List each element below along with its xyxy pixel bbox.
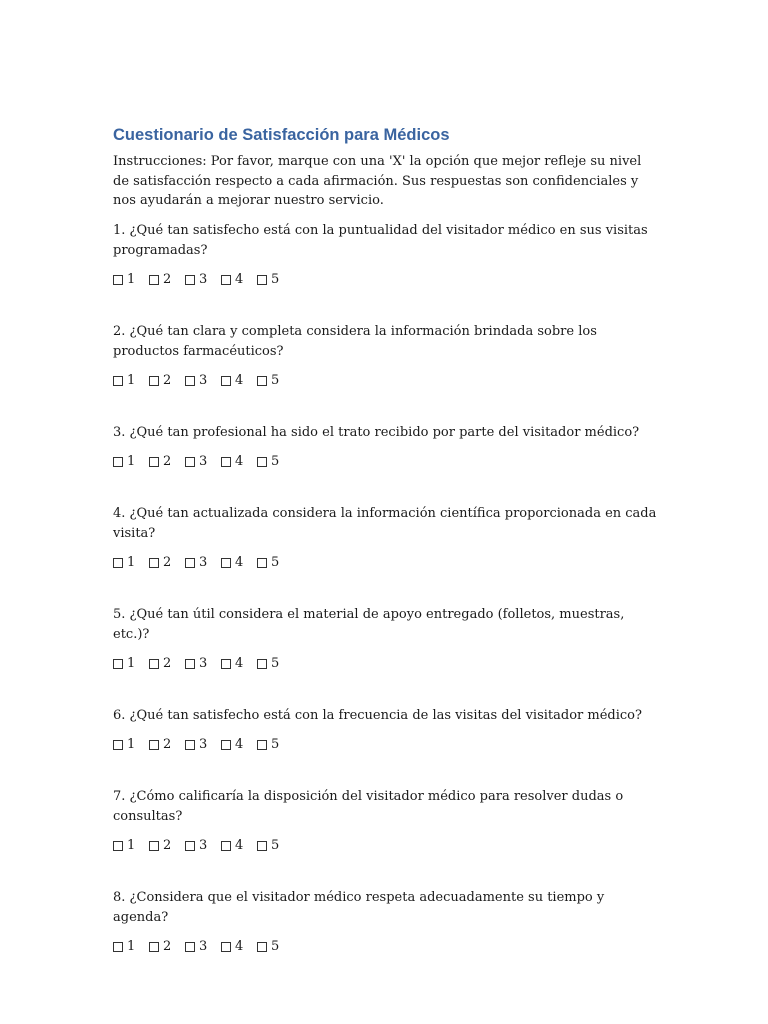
question-text: 1. ¿Qué tan satisfecho está con la puntualidad del visitador médico en sus visitas programadas? (113, 222, 648, 258)
rating-option-4[interactable] (221, 453, 248, 471)
rating-option-label: 1 (127, 554, 136, 570)
rating-option-label: 1 (127, 837, 136, 853)
rating-option-4[interactable] (221, 372, 248, 390)
empty-checkbox-icon[interactable] (113, 275, 123, 285)
rating-option-label: 3 (199, 372, 208, 388)
rating-option-2[interactable] (149, 837, 176, 855)
rating-scale (113, 453, 658, 471)
empty-checkbox-icon[interactable] (113, 740, 123, 750)
question-text: 5. ¿Qué tan útil considera el material de apoyo entregado (folletos, muestras, etc.)? (113, 606, 625, 642)
rating-option-label: 2 (163, 372, 172, 388)
empty-checkbox-icon[interactable] (149, 376, 159, 386)
rating-option-3[interactable] (185, 655, 212, 673)
rating-scale (113, 372, 658, 390)
rating-option-5[interactable] (257, 938, 284, 956)
rating-option-label: 3 (199, 271, 208, 287)
empty-checkbox-icon[interactable] (221, 841, 231, 851)
question-text: 4. ¿Qué tan actualizada considera la información científica proporcionada en cada visita? (113, 505, 657, 541)
empty-checkbox-icon[interactable] (113, 942, 123, 952)
rating-option-4[interactable] (221, 938, 248, 956)
empty-checkbox-icon[interactable] (113, 558, 123, 568)
rating-option-label: 2 (163, 655, 172, 671)
rating-option-label: 3 (199, 938, 208, 954)
rating-option-5[interactable] (257, 372, 284, 390)
empty-checkbox-icon[interactable] (257, 275, 267, 285)
rating-option-4[interactable] (221, 655, 248, 673)
rating-option-1[interactable] (113, 837, 140, 855)
rating-option-label: 4 (235, 736, 244, 752)
rating-option-label: 3 (199, 837, 208, 853)
empty-checkbox-icon[interactable] (185, 457, 195, 467)
rating-option-label: 4 (235, 372, 244, 388)
rating-option-1[interactable] (113, 938, 140, 956)
rating-option-label: 2 (163, 938, 172, 954)
rating-option-3[interactable] (185, 938, 212, 956)
empty-checkbox-icon[interactable] (257, 457, 267, 467)
question-item (113, 787, 658, 855)
rating-option-label: 4 (235, 837, 244, 853)
empty-checkbox-icon[interactable] (257, 659, 267, 669)
rating-option-3[interactable] (185, 736, 212, 754)
rating-option-4[interactable] (221, 736, 248, 754)
rating-option-label: 3 (199, 554, 208, 570)
empty-checkbox-icon[interactable] (149, 740, 159, 750)
question-item (113, 504, 658, 572)
rating-option-label: 2 (163, 837, 172, 853)
rating-option-label: 2 (163, 453, 172, 469)
rating-option-1[interactable] (113, 372, 140, 390)
instructions-text: Instrucciones: Por favor, marque con una 'X' la opción que mejor refleje su nivel de satisfacción respecto a cada afirmación. Sus respuestas son confidenciales y nos ayudarán a mejorar nuestro servicio. (113, 154, 642, 208)
rating-option-label: 5 (271, 736, 280, 752)
rating-option-3[interactable] (185, 453, 212, 471)
questions-list (113, 221, 658, 956)
rating-option-5[interactable] (257, 837, 284, 855)
empty-checkbox-icon[interactable] (221, 275, 231, 285)
rating-option-1[interactable] (113, 453, 140, 471)
empty-checkbox-icon[interactable] (221, 659, 231, 669)
rating-scale (113, 554, 658, 572)
rating-option-label: 4 (235, 554, 244, 570)
rating-scale (113, 938, 658, 956)
question-item (113, 423, 658, 471)
empty-checkbox-icon[interactable] (185, 275, 195, 285)
empty-checkbox-icon[interactable] (113, 841, 123, 851)
rating-option-4[interactable] (221, 837, 248, 855)
rating-option-label: 5 (271, 372, 280, 388)
rating-option-label: 5 (271, 554, 280, 570)
rating-option-label: 5 (271, 938, 280, 954)
empty-checkbox-icon[interactable] (149, 457, 159, 467)
rating-option-label: 5 (271, 271, 280, 287)
rating-option-2[interactable] (149, 736, 176, 754)
rating-scale (113, 271, 658, 289)
rating-option-5[interactable] (257, 736, 284, 754)
rating-option-label: 5 (271, 837, 280, 853)
rating-option-3[interactable] (185, 837, 212, 855)
empty-checkbox-icon[interactable] (185, 841, 195, 851)
empty-checkbox-icon[interactable] (149, 275, 159, 285)
rating-option-5[interactable] (257, 271, 284, 289)
empty-checkbox-icon[interactable] (149, 659, 159, 669)
rating-option-label: 5 (271, 655, 280, 671)
rating-option-label: 1 (127, 655, 136, 671)
rating-option-2[interactable] (149, 938, 176, 956)
rating-option-4[interactable] (221, 554, 248, 572)
empty-checkbox-icon[interactable] (221, 740, 231, 750)
rating-option-2[interactable] (149, 554, 176, 572)
question-text: 2. ¿Qué tan clara y completa considera la información brindada sobre los productos farmacéuticos? (113, 323, 597, 359)
empty-checkbox-icon[interactable] (221, 942, 231, 952)
rating-option-label: 1 (127, 271, 136, 287)
rating-option-3[interactable] (185, 372, 212, 390)
rating-option-label: 4 (235, 453, 244, 469)
empty-checkbox-icon[interactable] (257, 942, 267, 952)
empty-checkbox-icon[interactable] (149, 942, 159, 952)
question-text: 8. ¿Considera que el visitador médico respeta adecuadamente su tiempo y agenda? (113, 889, 605, 925)
question-item (113, 888, 658, 956)
rating-option-label: 1 (127, 736, 136, 752)
empty-checkbox-icon[interactable] (185, 558, 195, 568)
rating-option-label: 2 (163, 271, 172, 287)
rating-option-5[interactable] (257, 554, 284, 572)
rating-option-2[interactable] (149, 655, 176, 673)
question-item (113, 221, 658, 289)
rating-option-5[interactable] (257, 453, 284, 471)
rating-option-4[interactable] (221, 271, 248, 289)
rating-option-label: 4 (235, 655, 244, 671)
rating-option-label: 1 (127, 938, 136, 954)
rating-option-label: 4 (235, 938, 244, 954)
empty-checkbox-icon[interactable] (113, 376, 123, 386)
empty-checkbox-icon[interactable] (185, 376, 195, 386)
rating-scale (113, 655, 658, 673)
empty-checkbox-icon[interactable] (257, 841, 267, 851)
rating-option-3[interactable] (185, 554, 212, 572)
empty-checkbox-icon[interactable] (221, 457, 231, 467)
rating-option-1[interactable] (113, 271, 140, 289)
rating-option-label: 1 (127, 372, 136, 388)
rating-option-label: 4 (235, 271, 244, 287)
document-page (113, 124, 658, 989)
empty-checkbox-icon[interactable] (149, 841, 159, 851)
rating-option-label: 2 (163, 736, 172, 752)
question-item (113, 322, 658, 390)
question-text: 3. ¿Qué tan profesional ha sido el trato recibido por parte del visitador médico? (113, 424, 640, 440)
rating-option-1[interactable] (113, 655, 140, 673)
rating-option-5[interactable] (257, 655, 284, 673)
question-text: 6. ¿Qué tan satisfecho está con la frecuencia de las visitas del visitador médico? (113, 707, 642, 723)
rating-option-label: 3 (199, 453, 208, 469)
empty-checkbox-icon[interactable] (257, 740, 267, 750)
rating-scale (113, 736, 658, 754)
document-title: Cuestionario de Satisfacción para Médicos (113, 126, 450, 144)
empty-checkbox-icon[interactable] (113, 659, 123, 669)
question-item (113, 605, 658, 673)
rating-option-label: 3 (199, 655, 208, 671)
rating-option-1[interactable] (113, 554, 140, 572)
rating-option-3[interactable] (185, 271, 212, 289)
empty-checkbox-icon[interactable] (185, 659, 195, 669)
empty-checkbox-icon[interactable] (185, 740, 195, 750)
rating-option-2[interactable] (149, 271, 176, 289)
rating-option-label: 1 (127, 453, 136, 469)
empty-checkbox-icon[interactable] (221, 558, 231, 568)
empty-checkbox-icon[interactable] (221, 376, 231, 386)
empty-checkbox-icon[interactable] (149, 558, 159, 568)
rating-option-label: 2 (163, 554, 172, 570)
rating-option-2[interactable] (149, 372, 176, 390)
rating-option-label: 5 (271, 453, 280, 469)
rating-option-1[interactable] (113, 736, 140, 754)
question-item (113, 706, 658, 754)
empty-checkbox-icon[interactable] (185, 942, 195, 952)
question-text: 7. ¿Cómo calificaría la disposición del visitador médico para resolver dudas o consultas? (113, 788, 624, 824)
rating-option-2[interactable] (149, 453, 176, 471)
rating-scale (113, 837, 658, 855)
rating-option-label: 3 (199, 736, 208, 752)
empty-checkbox-icon[interactable] (257, 376, 267, 386)
empty-checkbox-icon[interactable] (113, 457, 123, 467)
empty-checkbox-icon[interactable] (257, 558, 267, 568)
